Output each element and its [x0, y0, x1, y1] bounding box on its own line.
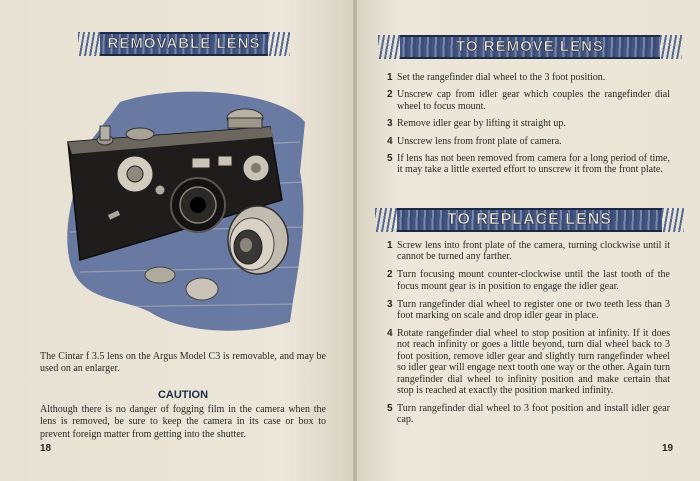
list-item [387, 403, 670, 426]
list-item [387, 269, 670, 292]
caution-heading: CAUTION [157, 389, 209, 401]
caution-text: Although there is no danger of fogging film in the camera when the lens is removed, be sure to keep the camera in its case or box to prevent foreign matter from getting into the shutter. [40, 404, 326, 440]
page-number-right: 19 [662, 443, 674, 454]
list-item [387, 328, 670, 396]
step-number: 2 [387, 269, 393, 281]
step-text: Turn rangefinder dial wheel to register one or two teeth less than 3 foot marking on scale and drop idler gear in place. [397, 298, 670, 322]
removable-lens-heading-text: REMOVABLE LENS [107, 35, 261, 52]
step-text: Unscrew cap from idler gear which couples the rangefinder dial wheel to focus mount. [397, 89, 670, 112]
remove-lens-steps [387, 72, 670, 182]
list-item [387, 72, 670, 83]
step-number: 2 [387, 89, 393, 101]
step-number: 5 [387, 153, 393, 165]
step-text: Remove idler gear by lifting it straight up. [397, 118, 566, 130]
camera-with-detached-lens-icon [60, 82, 310, 337]
step-number: 1 [387, 72, 393, 83]
step-number: 4 [387, 135, 393, 147]
step-text: Turn rangefinder dial wheel to 3 foot position and install idler gear cap. [397, 402, 670, 426]
list-item [387, 89, 670, 112]
remove-lens-heading [400, 35, 660, 59]
list-item [387, 299, 670, 322]
replace-lens-heading-text: TO REPLACE LENS [447, 211, 612, 228]
list-item [387, 240, 670, 263]
step-text: If lens has not been removed from camera for a long period of time, it may take a little exerted effort to unscrew it from the front plate. [397, 153, 670, 176]
list-item [387, 153, 670, 176]
replace-lens-steps [387, 240, 670, 432]
step-text: Screw lens into front plate of the camera, turning clockwise until it cannot be turned any farther. [397, 240, 670, 263]
lens-caption: The Cintar f 3.5 lens on the Argus Model C3 is removable, and may be used on an enlarger. [40, 351, 326, 375]
step-text: Rotate rangefinder dial wheel to stop position at infinity. If it does not reach infinity or goes a little beyond, turn dial wheel back to 3 foot position, remove idler gear and slightly turn rangefinder wheel so idler gear will engage next tooth one way or the other. Again turn rangefinder dial wheel to infinity position and make certain that stop is reached at exactly the position marked infinity. [397, 327, 670, 396]
step-text: Set the rangefinder dial wheel to the 3 foot position. [397, 72, 606, 83]
replace-lens-heading [397, 208, 662, 232]
step-number: 3 [387, 118, 393, 130]
step-number: 1 [387, 240, 393, 251]
page-number-left: 18 [40, 443, 52, 454]
step-text: Unscrew lens from front plate of camera. [397, 135, 562, 147]
step-number: 5 [387, 402, 393, 414]
step-text: Turn focusing mount counter-clockwise until the last tooth of the focus mount gear is in position to engage the idler gear. [397, 269, 670, 292]
step-number: 4 [387, 327, 393, 339]
remove-lens-heading-text: TO REMOVE LENS [456, 38, 604, 55]
list-item [387, 136, 670, 147]
removable-lens-heading [100, 32, 268, 56]
step-number: 3 [387, 298, 393, 310]
list-item [387, 118, 670, 129]
